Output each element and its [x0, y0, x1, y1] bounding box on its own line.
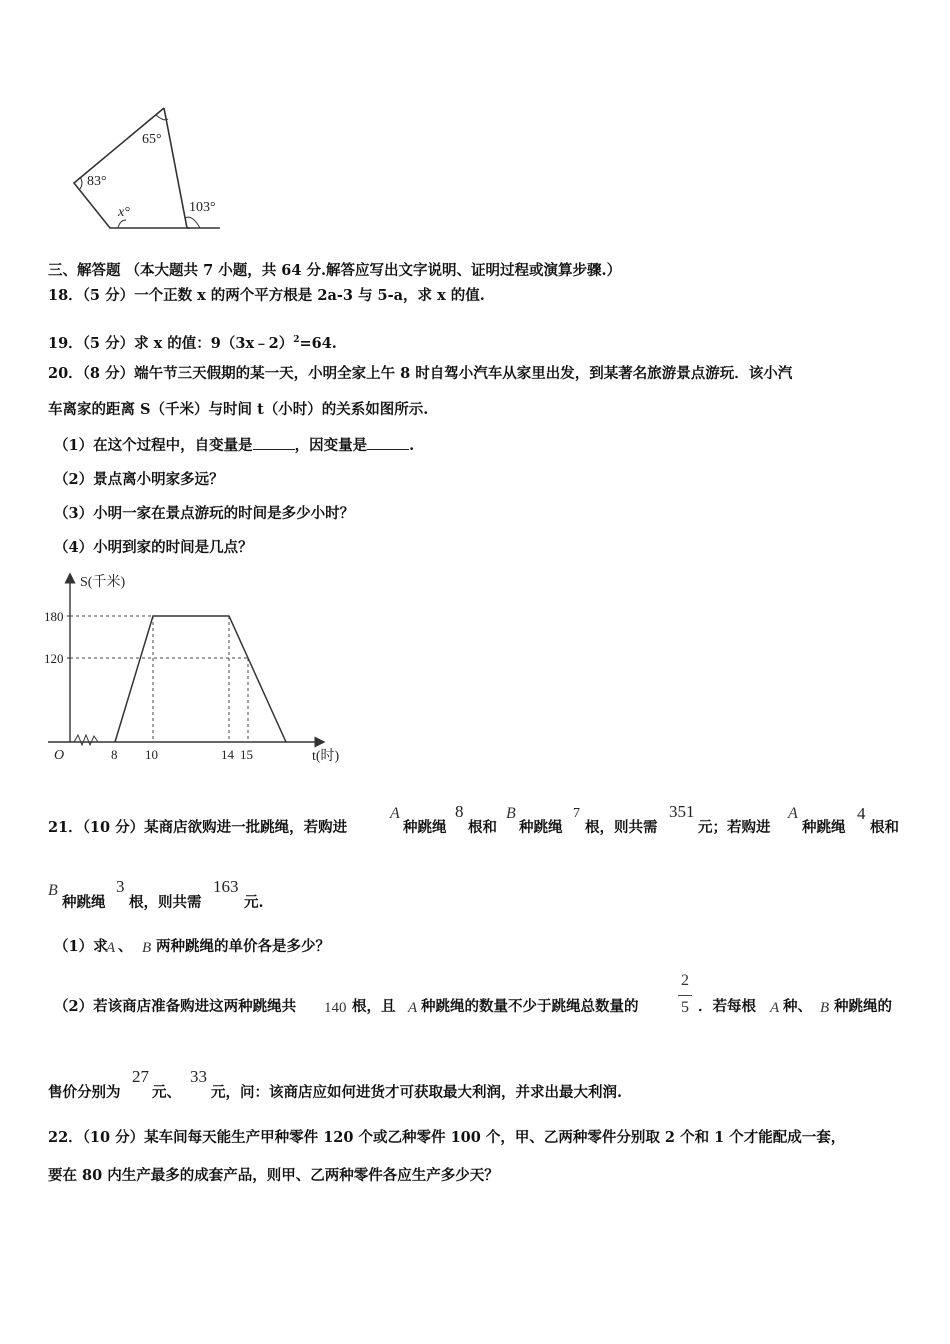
- question-21-line2: [48, 877, 448, 923]
- question-20-line1: 20．（8 分）端午节三天假期的某一天，小明全家上午 8 时自驾小汽车从家里出发，到某著名旅游景点游玩．该小汽: [48, 365, 793, 382]
- fraction-numerator: 2: [681, 972, 689, 989]
- x-tick-10: 10: [145, 747, 158, 762]
- q21-sub1-sep: 、: [118, 938, 133, 955]
- quadrilateral-figure: [60, 100, 240, 240]
- var-A-5: A: [770, 1000, 780, 1016]
- q21-sub1-a: （1）求: [54, 938, 108, 955]
- question-21-sub2: [54, 972, 934, 1027]
- question-22-line2: 要在 80 内生产最多的成套产品，则甲、乙两种零件各应生产多少天？: [48, 1167, 499, 1184]
- num-163: 163: [213, 877, 239, 896]
- question-21-line3: [48, 1067, 928, 1113]
- q21-w1: 种跳绳: [403, 819, 447, 836]
- q21-line3-c: 元，问：该商店应如何进货才可获取最大利润，并求出最大利润.: [211, 1084, 623, 1101]
- origin-label: O: [54, 748, 65, 763]
- q21-sub2-d: ．若每根: [698, 998, 756, 1015]
- y-tick-120: 120: [44, 651, 64, 666]
- distance-time-chart: [40, 570, 360, 770]
- q19-exponent: 2: [293, 335, 300, 345]
- q21-line3-a: 售价分别为: [48, 1084, 121, 1101]
- angle-label-right: 103°: [189, 200, 216, 215]
- question-21-sub1: [54, 937, 454, 961]
- num-140: 140: [324, 1000, 347, 1016]
- question-20-sub1: [54, 435, 414, 456]
- question-21-line1: [48, 802, 948, 848]
- q21-p1: 21．（10 分）某商店欲购进一批跳绳，若购进: [48, 819, 348, 836]
- quadrilateral-right-side: [164, 108, 187, 228]
- q21-w5: 根和: [870, 819, 899, 836]
- y-axis-label: S(千米): [80, 575, 126, 590]
- q21-sub2-a: （2）若该商店准备购进这两种跳绳共: [54, 998, 297, 1015]
- q21-w1c: 种跳绳: [802, 819, 846, 836]
- num-351: 351: [669, 802, 695, 821]
- num-4: 4: [857, 804, 866, 823]
- question-20-sub4: （4）小明到家的时间是几点？: [54, 539, 253, 556]
- var-B-4: B: [820, 1000, 830, 1016]
- q20-sub1-a: （1）在这个过程中，自变量是: [54, 437, 253, 454]
- question-20-line2: 车离家的距离 S（千米）与时间 t（小时）的关系如图所示.: [48, 401, 429, 418]
- num-33: 33: [190, 1067, 207, 1086]
- num-7: 7: [573, 806, 580, 821]
- var-B-1: B: [506, 805, 516, 822]
- q20-sub1-c: .: [409, 437, 415, 454]
- section-heading: 三、解答题 （本大题共 7 小题，共 64 分.解答应写出文字说明、证明过程或演算步骤.）: [48, 262, 622, 279]
- var-A-1: A: [390, 805, 400, 822]
- question-18: 18．（5 分）一个正数 x 的两个平方根是 2a-3 与 5-a，求 x 的值.: [48, 287, 485, 304]
- q21-w1b: 种跳绳: [519, 819, 563, 836]
- x-axis-label: t(时): [312, 749, 340, 764]
- var-B-2: B: [48, 882, 58, 899]
- q19-text-a: 19．（5 分）求 x 的值：9（3x﹣2）: [48, 334, 294, 352]
- num-8: 8: [455, 802, 464, 821]
- angle-label-bottom: x°: [118, 205, 130, 220]
- angle-label-left: 83°: [87, 174, 107, 189]
- quadrilateral-outline: [74, 108, 190, 228]
- q21-sub1-b: 两种跳绳的单价各是多少？: [156, 938, 330, 955]
- q21-w3: 根，则共需: [585, 819, 658, 836]
- question-20-sub3: （3）小明一家在景点游玩的时间是多少小时？: [54, 505, 355, 522]
- var-A-4: A: [408, 1000, 418, 1016]
- var-B-3: B: [142, 940, 152, 956]
- num-3: 3: [116, 877, 125, 896]
- answer-blank-independent[interactable]: [253, 435, 295, 450]
- fraction-bar: [678, 995, 692, 996]
- q21-line3-b: 元、: [152, 1084, 181, 1101]
- q21-sub2-f: 种跳绳的: [834, 998, 892, 1015]
- q21-w6: 元.: [244, 894, 264, 911]
- fraction-denominator: 5: [681, 999, 689, 1016]
- angle-arc-bottom: [118, 220, 126, 228]
- x-tick-8: 8: [111, 747, 118, 762]
- var-A-2: A: [788, 805, 798, 822]
- question-19: [48, 330, 337, 354]
- question-22-line1: 22．（10 分）某车间每天能生产甲种零件 120 个或乙种零件 100 个，甲、乙两种零件分别取 2 个和 1 个才能配成一套，: [48, 1129, 846, 1146]
- q21-sub2-e: 种、: [783, 998, 812, 1015]
- q21-sub2-c: 种跳绳的数量不少于跳绳总数量的: [421, 998, 639, 1015]
- answer-blank-dependent[interactable]: [367, 435, 409, 450]
- angle-label-top: 65°: [142, 132, 162, 147]
- distance-series-line: [115, 616, 286, 742]
- var-A-3: A: [106, 940, 116, 956]
- x-tick-14: 14: [221, 747, 234, 762]
- q21-w3b: 根，则共需: [129, 894, 202, 911]
- q21-w2: 根和: [468, 819, 497, 836]
- y-tick-180: 180: [44, 609, 64, 624]
- question-20-sub2: （2）景点离小明家多远？: [54, 471, 224, 488]
- q21-w4: 元；若购进: [698, 819, 771, 836]
- num-27: 27: [132, 1067, 149, 1086]
- x-tick-15: 15: [240, 747, 253, 762]
- q19-text-b: =64.: [299, 334, 337, 352]
- q21-w1d: 种跳绳: [62, 894, 106, 911]
- q20-sub1-b: ，因变量是: [294, 437, 368, 454]
- angle-arc-left: [80, 177, 82, 189]
- q21-sub2-b: 根，且: [352, 998, 396, 1015]
- axis-break-zigzag: [74, 735, 98, 745]
